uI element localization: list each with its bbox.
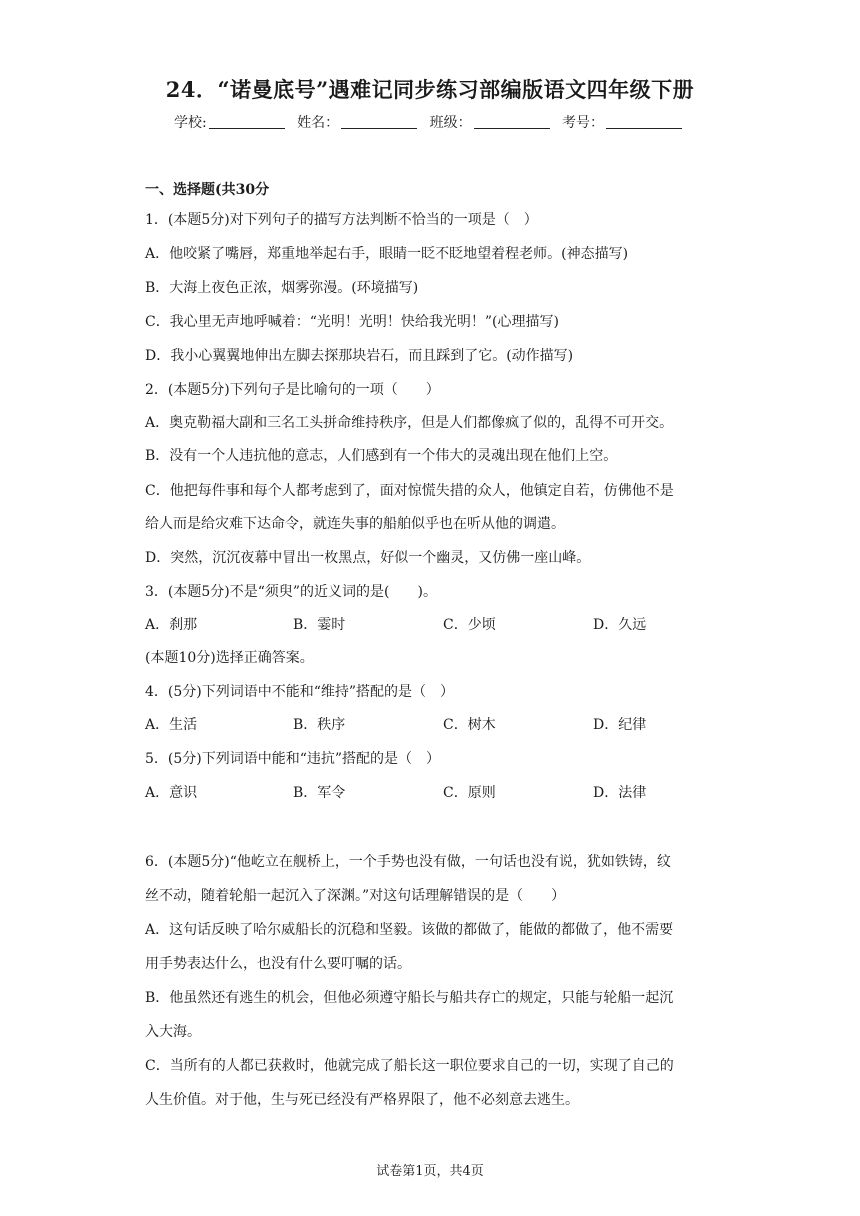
question-3-option-d: D．久远	[593, 617, 647, 633]
question-2-option-c-continued: 给人而是给灾难下达命令，就连失事的船舶似乎也在听从他的调遣。	[145, 516, 565, 532]
name-blank[interactable]	[341, 128, 417, 129]
page-title: 24．“诺曼底号”遇难记同步练习部编版语文四年级下册	[165, 77, 695, 102]
question-2-option-c: C．他把每件事和每个人都考虑到了，面对惊慌失措的众人，他镇定自若，仿佛他不是	[145, 483, 674, 499]
question-6-option-c-continued: 人生价值。对于他，生与死已经没有严格界限了，他不必刻意去逃生。	[145, 1092, 579, 1108]
question-3-option-b: B．霎时	[293, 617, 346, 633]
question-6-option-c: C．当所有的人都已获救时，他就完成了船长这一职位要求自己的一切，实现了自己的	[145, 1058, 674, 1074]
question-3-option-c: C．少顷	[443, 617, 496, 633]
question-4-option-c: C．树木	[443, 717, 496, 733]
question-5-stem: 5．(5分)下列词语中能和“违抗”搭配的是（ ）	[145, 751, 441, 767]
school-label: 学校:	[173, 115, 207, 131]
page-footer: 试卷第1页，共4页	[376, 1164, 484, 1179]
question-3-stem: 3．(本题5分)不是“须臾”的近义词的是( )。	[145, 584, 437, 600]
question-5-option-c: C．原则	[443, 785, 496, 801]
question-5-option-b: B．军令	[293, 785, 346, 801]
question-5-option-a: A．意识	[145, 785, 198, 801]
question-2-option-b: B．没有一个人违抗他的意志，人们感到有一个伟大的灵魂出现在他们上空。	[145, 448, 618, 464]
question-1-option-d: D．我小心翼翼地伸出左脚去探那块岩石，而且踩到了它。(动作描写)	[145, 348, 574, 364]
question-2-stem: 2．(本题5分)下列句子是比喻句的一项（ ）	[145, 382, 440, 398]
question-6-option-b: B．他虽然还有逃生的机会，但他必须遵守船长与船共存亡的规定，只能与轮船一起沉	[145, 990, 674, 1006]
question-4-option-b: B．秩序	[293, 717, 346, 733]
question-1-option-c: C．我心里无声地呼喊着：“光明！光明！快给我光明！”(心理描写)	[145, 314, 559, 330]
question-4-option-d: D．纪律	[593, 717, 647, 733]
question-1-option-b: B．大海上夜色正浓，烟雾弥漫。(环境描写)	[145, 280, 419, 296]
name-label: 姓名：	[297, 115, 340, 131]
question-group-stem: (本题10分)选择正确答案。	[145, 650, 314, 666]
question-6-option-b-continued: 入大海。	[145, 1024, 201, 1040]
question-3-option-a: A．刹那	[145, 617, 198, 633]
question-1-option-a: A．他咬紧了嘴唇，郑重地举起右手，眼睛一眨不眨地望着程老师。(神态描写)	[145, 246, 629, 262]
section-heading: 一、选择题(共30分	[145, 182, 270, 198]
question-6-option-a: A．这句话反映了哈尔威船长的沉稳和坚毅。该做的都做了，能做的都做了，他不需要	[145, 922, 674, 938]
exam-number-blank[interactable]	[606, 128, 682, 129]
question-2-option-a: A．奥克勒福大副和三名工头拼命维持秩序，但是人们都像疯了似的，乱得不可开交。	[145, 415, 674, 431]
question-4-stem: 4．(5分)下列词语中不能和“维持”搭配的是（ ）	[145, 684, 455, 700]
question-6-stem: 6．(本题5分)“他屹立在舰桥上，一个手势也没有做，一句话也没有说，犹如铁铸，纹	[145, 854, 671, 870]
question-5-option-d: D．法律	[593, 785, 647, 801]
student-info-row	[0, 112, 860, 132]
question-4-option-a: A．生活	[145, 717, 198, 733]
question-2-option-d: D．突然，沉沉夜幕中冒出一枚黑点，好似一个幽灵，又仿佛一座山峰。	[145, 550, 591, 566]
question-6-stem-continued: 丝不动，随着轮船一起沉入了深渊。”对这句话理解错误的是（ ）	[145, 888, 566, 904]
school-blank[interactable]	[209, 128, 285, 129]
question-1-stem: 1．(本题5分)对下列句子的描写方法判断不恰当的一项是（ ）	[145, 212, 538, 228]
class-label: 班级：	[429, 115, 472, 131]
exam-number-label: 考号：	[562, 115, 605, 131]
class-blank[interactable]	[474, 128, 550, 129]
question-6-option-a-continued: 用手势表达什么，也没有什么要叮嘱的话。	[145, 956, 411, 972]
